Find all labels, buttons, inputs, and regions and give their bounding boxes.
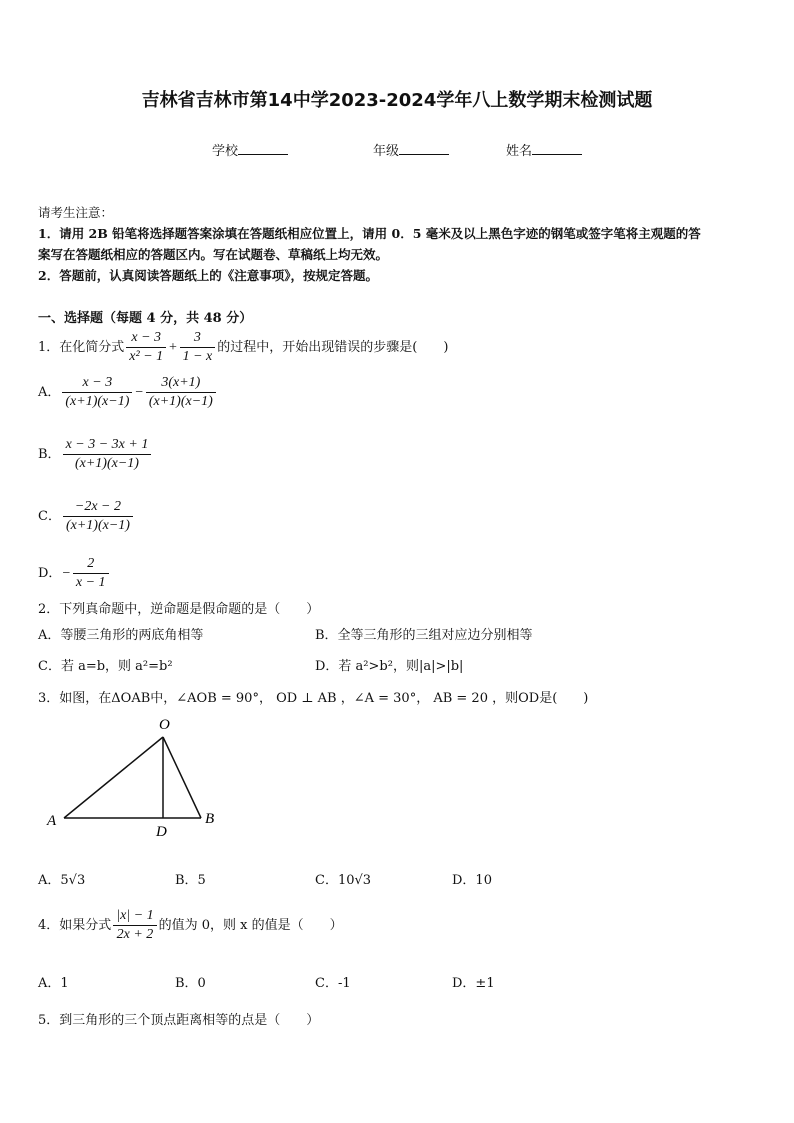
grade-field[interactable] [373,140,449,159]
q3-option-a[interactable]: A．5√3 [38,873,86,888]
q1-option-a-fraction-1: $\frac{x - 3}{(x+1)(x-1)}$ [62,375,132,410]
name-blank[interactable] [532,142,582,155]
q4-option-b[interactable]: B．0 [175,976,206,991]
q1-option-a[interactable] [38,375,218,410]
question-4-stem [38,908,343,943]
label-d: D [156,824,167,840]
question-2-stem: 2．下列真命题中，逆命题是假命题的是（ ） [38,602,320,617]
q1-prefix: 1．在化简分式 [38,340,125,355]
q2-option-b[interactable]: B．全等三角形的三组对应边分别相等 [315,628,533,643]
q1-option-a-label: A． [38,385,61,400]
notice-heading: 请考生注意： [38,205,114,220]
name-field[interactable] [506,140,582,159]
label-a: A [47,813,57,829]
question-1-stem [38,330,448,365]
grade-blank[interactable] [399,142,449,155]
school-field[interactable] [212,140,288,159]
q2-option-c[interactable]: C．若 a=b，则 a²=b² [38,659,173,674]
school-blank[interactable] [238,142,288,155]
q4-option-c[interactable]: C．-1 [315,976,351,991]
notice-item-1-line-1: 1．请用 2B 铅笔将选择题答案涂填在答题纸相应位置上，请用 0．5 毫米及以上黑色字迹的钢笔或签字笔将主观题的答 [38,226,701,241]
q4-option-d[interactable]: D．±1 [452,976,495,991]
label-o: O [159,717,170,733]
page-title: 吉林省吉林市第14中学2023-2024学年八上数学期末检测试题 [141,90,653,111]
q1-option-b[interactable] [38,437,153,472]
q1-option-a-fraction-2: $\frac{3(x+1)}{(x+1)(x-1)}$ [146,375,216,410]
q1-option-a-minus: − [134,385,144,400]
triangle-figure [40,715,240,845]
q3-option-b[interactable]: B．5 [175,873,206,888]
question-5-stem: 5．到三角形的三个顶点距离相等的点是（ ） [38,1013,320,1028]
q4-option-a[interactable]: A．1 [38,976,69,991]
section-heading: 一、选择题（每题 4 分，共 48 分） [38,311,253,326]
q1-option-b-label: B． [38,447,61,462]
q1-plus: + [168,340,178,355]
grade-label: 年级 [373,144,400,159]
q3-option-c[interactable]: C．10√3 [315,873,372,888]
q1-option-d-label: D． [38,566,62,581]
name-label: 姓名 [506,144,533,159]
q1-option-c[interactable] [38,499,135,534]
notice-item-2: 2．答题前，认真阅读答题纸上的《注意事项》，按规定答题。 [38,268,378,283]
side-ob [163,737,201,818]
q1-option-d[interactable] [38,556,111,591]
q1-suffix: 的过程中，开始出现错误的步骤是( ) [217,340,449,355]
q1-option-b-fraction: $\frac{x - 3 - 3x + 1}{(x+1)(x-1)}$ [63,437,152,472]
q2-option-a[interactable]: A．等腰三角形的两底角相等 [38,628,204,643]
q1-option-c-fraction: $\frac{-2x - 2}{(x+1)(x-1)}$ [63,499,133,534]
label-b: B [205,811,215,827]
q2-option-d[interactable]: D．若 a²>b²，则|a|>|b| [315,659,464,674]
q1-option-d-fraction: $\frac{2}{x - 1}$ [73,556,109,591]
q3-option-d[interactable]: D．10 [452,873,492,888]
q1-fraction-2: $\frac{3}{1 - x}$ [180,330,216,365]
question-3-stem: 3．如图，在ΔOAB中，∠AOB = 90°， OD ⊥ AB ，∠A = 30°， AB = 20 ，则OD是( ) [38,691,589,706]
q1-option-d-minus: − [61,566,71,581]
school-label: 学校 [212,144,239,159]
notice-item-1-line-2: 案写在答题纸相应的答题区内。写在试题卷、草稿纸上均无效。 [38,247,389,262]
q4-suffix: 的值为 0，则 x 的值是（ ） [158,918,343,933]
q4-fraction: $\frac{|x| - 1}{2x + 2}$ [113,908,156,943]
q1-fraction-1: $\frac{x - 3}{\text{x² − 1}}$ [126,330,166,365]
q1-option-c-label: C． [38,509,61,524]
q4-prefix: 4．如果分式 [38,918,112,933]
side-ao [64,737,163,818]
